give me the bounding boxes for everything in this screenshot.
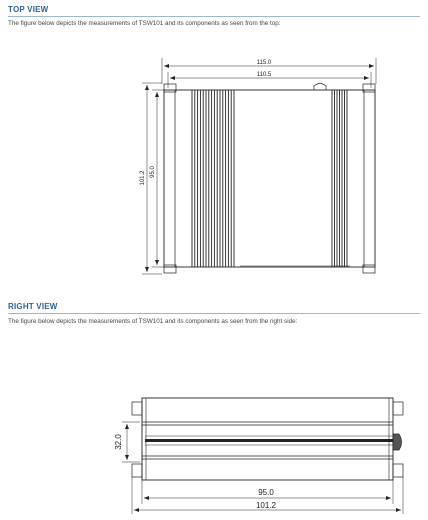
right-view-description: The figure below depicts the measurements of TSW101 and its components as seen from the right side:: [8, 318, 298, 325]
top-view-drawing: [140, 58, 376, 274]
top-dim-inner-depth: 95.0: [150, 166, 156, 178]
right-dim-overall-length: 101.2: [255, 501, 277, 510]
top-dim-overall-width: 115.0: [256, 60, 272, 66]
right-view-drawing: [114, 398, 403, 514]
top-view-description: The figure below depicts the measurements of TSW101 and its components as seen from the top:: [8, 20, 281, 27]
top-dim-overall-depth: 101.2: [140, 170, 146, 186]
right-dim-inner-length: 95.0: [258, 488, 274, 497]
right-dim-height: 32.0: [114, 434, 123, 450]
top-dim-inner-width: 110.5: [256, 72, 272, 78]
right-view-title: RIGHT VIEW: [8, 302, 58, 311]
top-left-vent-ribs: [192, 90, 234, 267]
top-right-vent-ribs: [332, 90, 347, 267]
top-enclosure-outline: [164, 90, 375, 267]
top-view-title: TOP VIEW: [8, 5, 49, 14]
